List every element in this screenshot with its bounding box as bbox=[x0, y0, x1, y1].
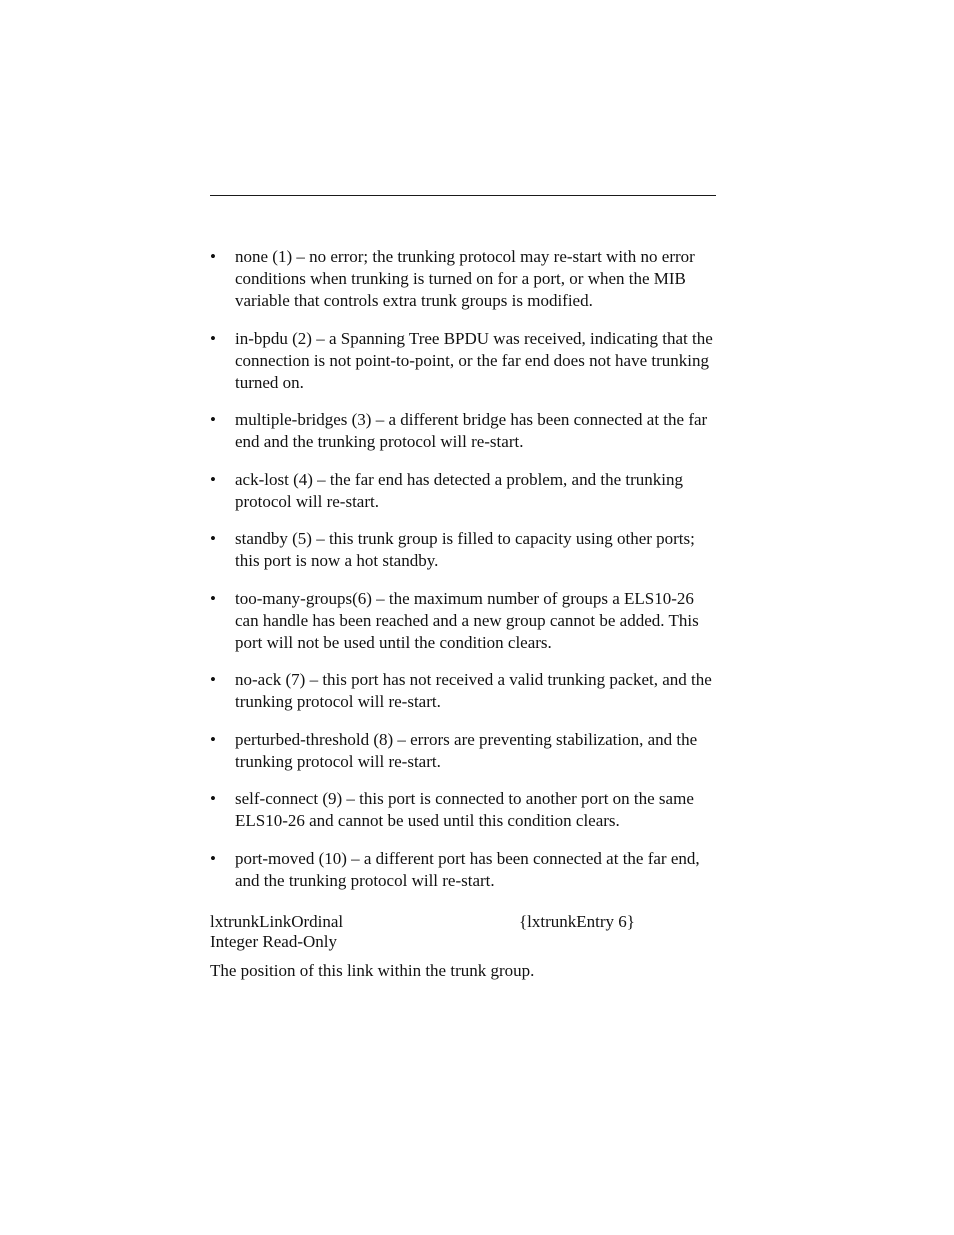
list-item-text: perturbed-threshold (8) – errors are preventing stabilization, and the trunking protocol will re-start. bbox=[235, 729, 698, 771]
object-oid: {lxtrunkEntry 6} bbox=[519, 912, 635, 931]
bullet-marker: • bbox=[210, 729, 216, 749]
bullet-marker: • bbox=[210, 529, 216, 548]
list-item-text: ack-lost (4) – the far end has detected a problem, and the trunking protocol will re-start. bbox=[235, 469, 683, 511]
list-item bbox=[210, 246, 716, 312]
list-item-text: self-connect (9) – this port is connected to another port on the same ELS10-26 and cannot be used until this condition clears. bbox=[235, 789, 694, 830]
bullet-marker: • bbox=[210, 328, 216, 348]
object-type-row bbox=[210, 932, 716, 952]
list-item bbox=[210, 588, 716, 654]
list-item-text: in-bpdu (2) – a Spanning Tree BPDU was received, indicating that the connection is not point-to-point, or the far end does not have trunking turned on. bbox=[235, 328, 713, 392]
list-item bbox=[210, 669, 716, 713]
list-item-text: none (1) – no error; the trunking protocol may re-start with no error conditions when trunking is turned on for a port, or when the MIB variable that controls extra trunk groups is modified. bbox=[235, 247, 695, 310]
list-item bbox=[210, 729, 716, 773]
bullet-marker: • bbox=[210, 469, 216, 489]
bullet-marker: • bbox=[210, 247, 216, 266]
mib-object-definition bbox=[210, 912, 716, 980]
bullet-marker: • bbox=[210, 588, 216, 608]
list-item-text: too-many-groups(6) – the maximum number of groups a ELS10-26 can handle has been reached and a new group cannot be added. This port will not be used until the condition clears. bbox=[235, 588, 699, 652]
list-item bbox=[210, 788, 716, 832]
bullet-marker: • bbox=[210, 410, 216, 429]
list-item bbox=[210, 409, 716, 453]
list-item bbox=[210, 328, 716, 394]
list-item bbox=[210, 848, 716, 892]
bullet-marker: • bbox=[210, 670, 216, 689]
object-name: lxtrunkLinkOrdinal bbox=[210, 912, 344, 931]
list-item bbox=[210, 469, 716, 513]
list-item-text: multiple-bridges (3) – a different bridge has been connected at the far end and the trunking protocol will re-start. bbox=[235, 410, 708, 451]
error-state-list bbox=[210, 246, 716, 907]
header-rule bbox=[210, 195, 716, 196]
list-item bbox=[210, 528, 716, 572]
object-header-row bbox=[210, 912, 716, 932]
object-type: Integer Read-Only bbox=[210, 932, 337, 951]
bullet-marker: • bbox=[210, 789, 216, 808]
list-item-text: standby (5) – this trunk group is filled to capacity using other ports; this port is now a hot standby. bbox=[235, 529, 695, 570]
object-description: The position of this link within the trunk group. bbox=[210, 961, 535, 980]
list-item-text: port-moved (10) – a different port has been connected at the far end, and the trunking protocol will re-start. bbox=[235, 848, 700, 890]
list-item-text: no-ack (7) – this port has not received a valid trunking packet, and the trunking protocol will re-start. bbox=[235, 670, 712, 711]
bullet-marker: • bbox=[210, 848, 216, 868]
